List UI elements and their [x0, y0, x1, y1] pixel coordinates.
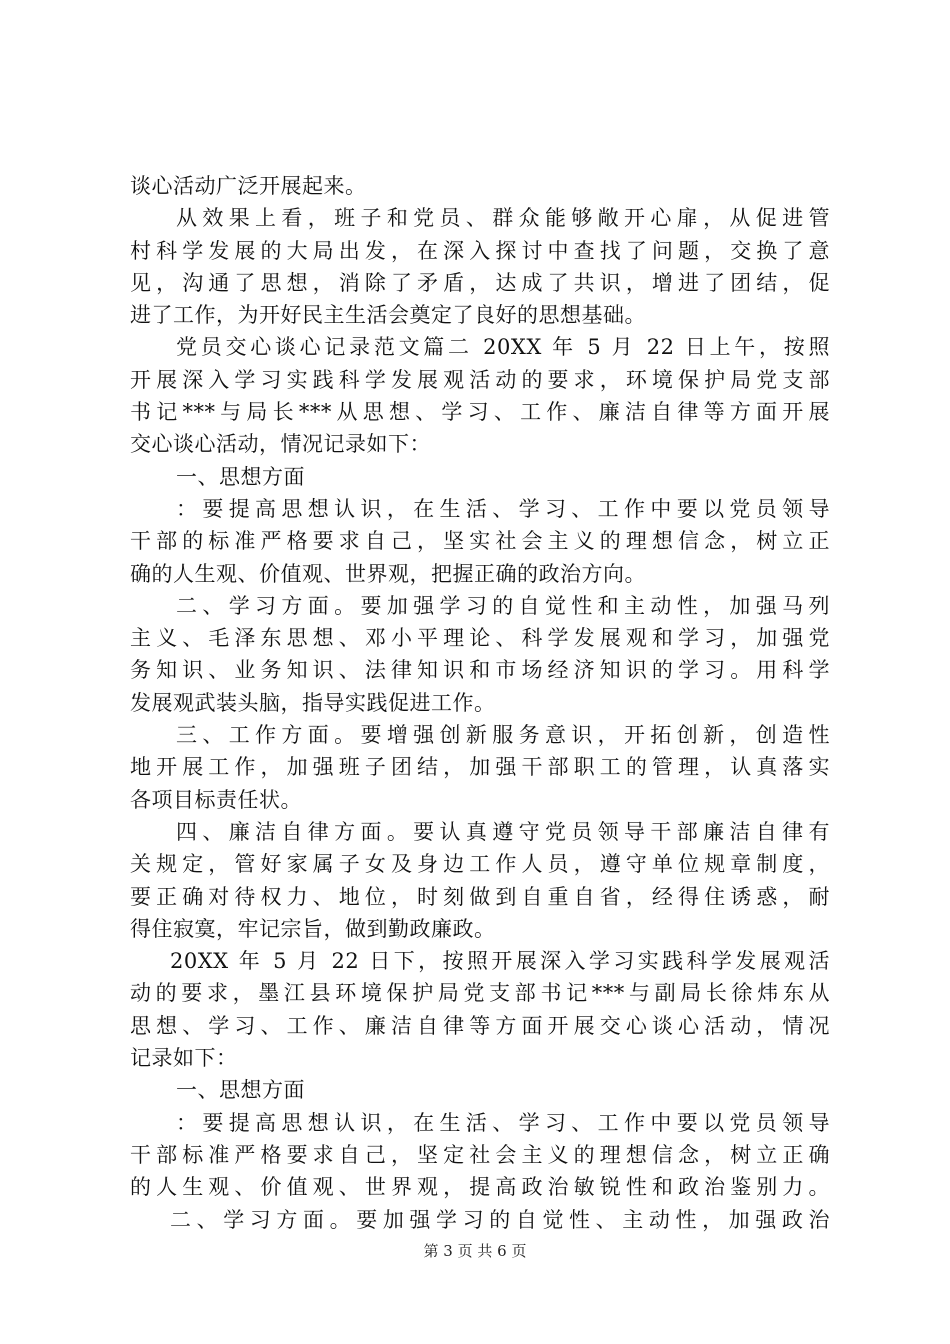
page-footer: 第 3 页 共 6 页: [423, 1242, 527, 1260]
text-line: 交心谈心活动，情况记录如下：: [130, 432, 431, 457]
text-line: 村科学发展的大局出发，在深入探讨中查找了问题，交换了意: [130, 238, 830, 263]
text-line: 关规定，管好家属子女及身边工作人员，遵守单位规章制度，: [130, 852, 830, 877]
text-line: 党员交心谈心记录范文篇二 20XX 年 5 月 22 日上午，按照: [176, 335, 830, 360]
text-line: 干部的标准严格要求自己，坚实社会主义的理想信念，树立正: [130, 529, 830, 554]
text-line: 进了工作，为开好民主生活会奠定了良好的思想基础。: [130, 303, 646, 328]
text-line: 20XX 年 5 月 22 日下，按照开展深入学习实践科学发展观活: [170, 949, 830, 974]
text-line: 各项目标责任状。: [130, 787, 302, 812]
text-line: 三、工作方面。要增强创新服务意识，开拓创新，创造性: [176, 723, 830, 748]
text-line: 要正确对待权力、地位，时刻做到自重自省，经得住诱惑，耐: [130, 884, 830, 909]
text-line: ：要提高思想认识，在生活、学习、工作中要以党员领导: [176, 1110, 830, 1135]
text-line: 得住寂寞，牢记宗旨，做到勤政廉政。: [130, 916, 496, 941]
text-line: 记录如下：: [130, 1046, 238, 1071]
text-line: 务知识、业务知识、法律知识和市场经济知识的学习。用科学: [130, 658, 830, 683]
text-line: 动的要求，墨江县环境保护局党支部书记***与副局长徐炜东从: [130, 981, 830, 1006]
text-line: 开展深入学习实践科学发展观活动的要求，环境保护局党支部: [130, 367, 830, 392]
text-line: 的人生观、价值观、世界观，提高政治敏锐性和政治鉴别力。: [130, 1175, 830, 1200]
text-line: 地开展工作，加强班子团结，加强干部职工的管理，认真落实: [130, 755, 830, 780]
text-line: 四、廉洁自律方面。要认真遵守党员领导干部廉洁自律有: [176, 819, 830, 844]
text-line: 见，沟通了思想，消除了矛盾，达成了共识，增进了团结，促: [130, 270, 830, 295]
text-line: 主义、毛泽东思想、邓小平理论、科学发展观和学习，加强党: [130, 626, 830, 651]
text-line: 二、学习方面。要加强学习的自觉性和主动性，加强马列: [176, 593, 830, 618]
text-line: 思想、学习、工作、廉洁自律等方面开展交心谈心活动，情况: [130, 1013, 830, 1038]
text-line: ：要提高思想认识，在生活、学习、工作中要以党员领导: [176, 496, 830, 521]
text-line: 谈心活动广泛开展起来。: [130, 174, 367, 198]
text-line: 发展观武装头脑，指导实践促进工作。: [130, 690, 496, 715]
section-heading: 一、思想方面: [176, 1078, 305, 1103]
document-body: [130, 170, 830, 1236]
text-line: 干部标准严格要求自己，坚定社会主义的理想信念，树立正确: [130, 1142, 830, 1167]
text-line: 书记***与局长***从思想、学习、工作、廉洁自律等方面开展: [130, 400, 830, 425]
section-heading: 一、思想方面: [176, 464, 305, 489]
text-line: 二、学习方面。要加强学习的自觉性、主动性，加强政治: [170, 1207, 830, 1232]
text-line: 确的人生观、价值观、世界观，把握正确的政治方向。: [130, 561, 646, 586]
text-line: 从效果上看，班子和党员、群众能够敞开心扉，从促进管: [176, 206, 830, 231]
